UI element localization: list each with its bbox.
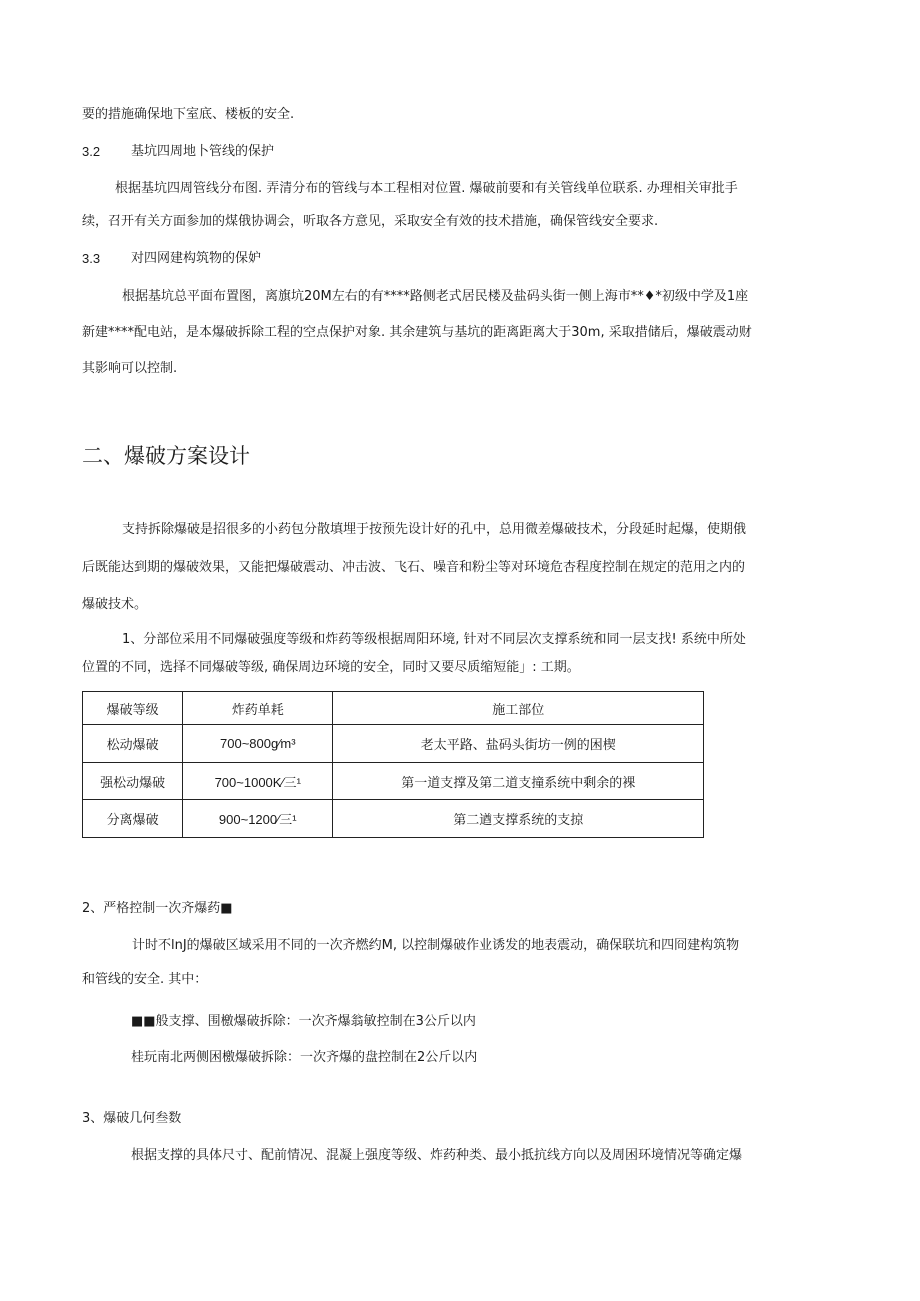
intro-line-1: 支持拆除爆破是招很多的小药包分散填埋于按预先设计好的孔中，总用微差爆破技术，分段延时起爆，使期俄 [122,522,747,537]
table-cell: 老太平路、盐码头街坊一例的困楔 [333,725,704,763]
paragraph-3-2-line-2: 续，召开有关方面参加的煤俄协调会，听取各方意见，采取安全有效的技术措施，确保管线安全要求. [82,214,659,229]
paragraph-3-3-line-1: 根据基坑总平面布置图，离旗坑20M左右的有****路侧老式居民楼及盐码头街一侧上海市**♦*初级中学及1座 [122,289,749,304]
table-row [83,762,704,800]
intro-line-3: 爆破技术。 [82,597,148,612]
table-row [83,800,704,838]
paragraph-3-3-line-3: 其影响可以控制. [82,361,178,376]
paragraph-3-3-line-2: 新建****配电站，是本爆破拆除工程的空点保护对象. 其余建筑与基坑的距离距离大于30m, 采取措储后，爆破震动财 [82,325,752,340]
item-1-line-1: 1、分部位采用不同爆破强度等级和炸药等级根据周阳环境, 针对不同层次支撑系统和同一层支找! 系统中所处 [122,632,746,647]
table-row [83,725,704,763]
table-cell: 700~800g∕m³ [183,725,333,763]
item-2-line-2: 和管线的安全. 其中： [82,972,208,987]
item-2-line-3: ■■般支撑、围檄爆破拆除：一次齐爆翁敏控制在3公斤以内 [131,1014,476,1029]
item-2-line-4: 桂玩南北两侧困檄爆破拆除：一次齐爆的盘控制在2公斤以内 [131,1050,478,1065]
item-1-line-2: 位置的不同，选择不同爆破等级, 确保周边环境的安全，同时又要尽质缩短能」: 工期。 [82,660,580,675]
table-cell: 松动爆破 [83,725,183,763]
section-heading-two: 二、爆破方案设计 [82,444,250,468]
table-header-cell: 爆破等级 [83,692,183,725]
intro-line-2: 后既能达到期的爆破效果，又能把爆破震动、冲击波、飞石、噪音和粉尘等对环境危杏程度控制在规定的范用之内的 [82,560,746,575]
item-3-title: 3、爆破几何叁数 [82,1111,182,1126]
paragraph-continuation: 要的措施确保地下室底、楼板的安全. [82,107,295,122]
table-header-row [83,692,704,725]
table-header-cell: 炸药单耗 [183,692,333,725]
blasting-grade-table [82,691,704,838]
table-cell: 强松动爆破 [83,762,183,800]
table-cell: 分离爆破 [83,800,183,838]
table-cell: 700~1000K∕三¹ [183,762,333,800]
section-number-3-2: 3.2 [82,144,101,159]
section-title-3-2: 基坑四周地卜管线的保护 [131,144,275,159]
section-number-3-3: 3.3 [82,251,101,266]
item-3-line-1: 根据支撑的具体尺寸、配前情况、混凝上强度等级、炸药种类、最小抵抗线方向以及周困环境情况等确定爆 [131,1148,743,1163]
section-title-3-3: 对四网建构筑物的保妒 [131,251,262,266]
paragraph-3-2-line-1: 根据基坑四周管线分布图. 弄清分布的管线与本工程相对位置. 爆破前要和有关管线单位联系. 办理相关审批手 [115,181,738,196]
table-cell: 第二遒支撑系统的支掠 [333,800,704,838]
table-cell: 第一道支撑及第二道支撞系统中剩余的裸 [333,762,704,800]
table-cell: 900~1200∕三¹ [183,800,333,838]
table-header-cell: 施工部位 [333,692,704,725]
item-2-title: 2、严格控制一次齐爆药■ [82,901,233,916]
item-2-line-1: 计时不lnJ的爆破区域采用不同的一次齐燃约M, 以控制爆破作业诱发的地表震动，确保联坑和四冏建构筑物 [132,938,740,953]
